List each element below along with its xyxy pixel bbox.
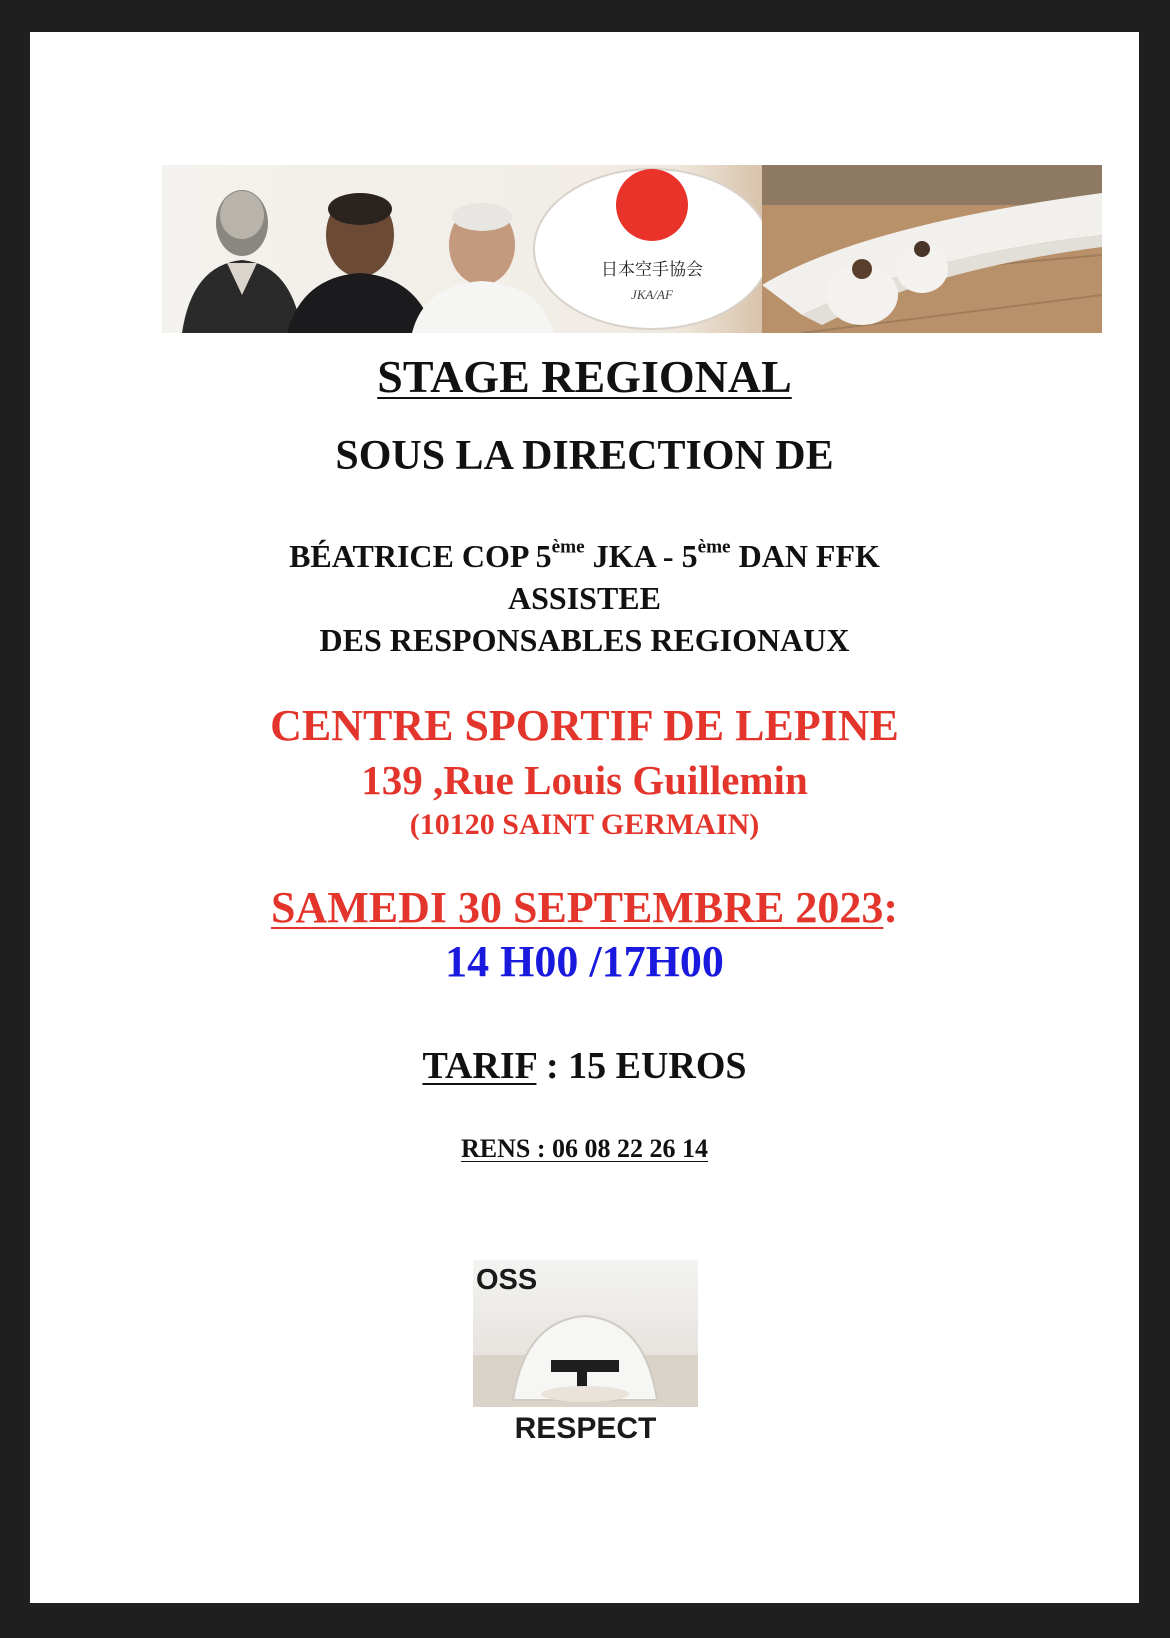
price-value: : 15 EUROS (536, 1045, 747, 1087)
banner-illustration (162, 165, 1102, 333)
jka-logo (534, 169, 770, 329)
rising-sun-icon (616, 169, 688, 241)
venue-name: CENTRE SPORTIF DE LEPINE (270, 701, 899, 750)
dojo-training-photo (762, 165, 1102, 333)
venue-city: (10120 SAINT GERMAIN) (409, 808, 760, 841)
stage-title: STAGE REGIONAL (377, 351, 792, 402)
header-banner-image (162, 165, 1102, 333)
rank-ffk: DAN FFK (730, 538, 880, 574)
event-time: 14 H00 /17H00 (445, 937, 724, 986)
event-date-line (30, 882, 1139, 933)
contact-phone: RENS : 06 08 22 26 14 (460, 1134, 708, 1163)
direction-subtitle: SOUS LA DIRECTION DE (335, 433, 834, 479)
respect-label: RESPECT (514, 1412, 657, 1445)
logo-kanji: 日本空手協会 (601, 260, 703, 280)
portrait-master-2 (287, 193, 434, 333)
venue-street: 139 ,Rue Louis Guillemin (361, 757, 808, 803)
logo-caption: JKA/AF (631, 287, 673, 302)
price-label: TARIF (422, 1045, 537, 1087)
event-date: SAMEDI 30 SEPTEMBRE 2023 (270, 883, 884, 932)
flyer-page (30, 32, 1139, 1603)
regional-managers-line: DES RESPONSABLES REGIONAUX (319, 622, 850, 658)
price-line (30, 1044, 1139, 1088)
portrait-master-1 (182, 190, 302, 333)
instructor-line (30, 538, 1139, 575)
portrait-master-3 (412, 203, 554, 333)
rank-superscript-1: ème (551, 536, 585, 558)
event-date-colon: : (883, 883, 899, 932)
instructor-name: BÉATRICE COP 5 (289, 538, 552, 574)
bowing-karateka-image (473, 1260, 698, 1407)
assisted-line: ASSISTEE (508, 580, 661, 616)
oss-label: OSS (476, 1264, 538, 1296)
rank-superscript-2: ème (697, 536, 731, 558)
rank-jka: JKA - 5 (584, 538, 698, 574)
